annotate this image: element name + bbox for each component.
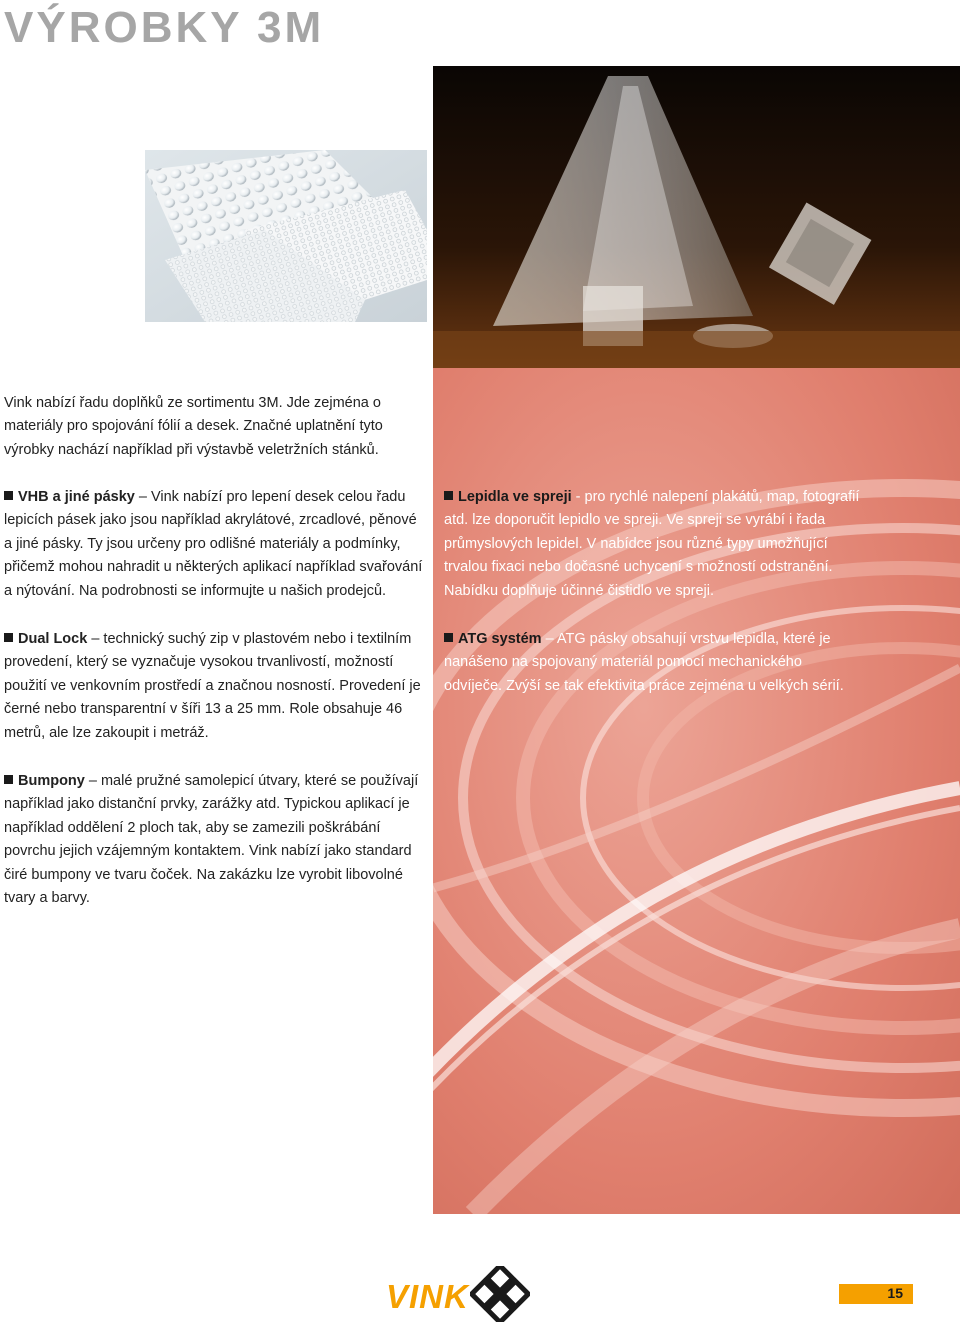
intro-paragraph (4, 392, 424, 462)
section-duallock (4, 628, 428, 745)
section-text: – malé pružné samolepicí útvary, které se používají například jako distanční prvky, zarážky atd. Typickou aplikací je například oddělení 2 ploch tak, aby se zamezili poškrábání povrchu jejich vzájemným kontaktem. Vink nabízí jako standard čiré bumpony ve tvaru čoček. Na zakázku lze vyrobit libovolné tvary a barvy. (4, 773, 419, 907)
page-title: VÝROBKY 3M (4, 3, 325, 52)
vink-diamond-logo-icon (470, 1266, 530, 1322)
section-lead: Bumpony (18, 773, 85, 789)
section-lead: ATG systém (458, 631, 542, 647)
section-vhb (4, 486, 428, 603)
bullet-square-icon (444, 633, 453, 642)
section-text: - pro rychlé nalepení plakátů, map, fotografií atd. lze doporučit lepidlo ve spreji. Ve spreji se vyrábí i řada průmyslových lepidel. V nabídce jsou různé typy umožňující trvalou fixaci nebo dočasné uchycení s možností odstranění. Nabídku doplňuje účinné čistidlo ve spreji. (444, 489, 860, 599)
logo-text: VINK (386, 1278, 469, 1315)
bullet-square-icon (4, 775, 13, 784)
bullet-square-icon (4, 633, 13, 642)
section-lead: VHB a jiné pásky (18, 489, 135, 505)
section-text: – Vink nabízí pro lepení desek celou řadu lepicích pásek jako jsou například akrylátové, zrcadlové, pěnové a jiné pásky. Ty jsou určeny pro odlišné materiály a podmínky, přičemž mohou nahradit u některých aplikací například svařování a nýtování. Na podrobnosti se informujte u našich prodejců. (4, 489, 423, 599)
section-bumpony (4, 770, 428, 910)
section-lead: Lepidla ve spreji (458, 489, 572, 505)
acrylic-display-photo (433, 66, 960, 368)
bullet-square-icon (444, 491, 453, 500)
bumpons-photo (145, 150, 427, 322)
page-number: 15 (887, 1285, 903, 1301)
section-lepidla (444, 486, 862, 603)
section-atg (444, 628, 862, 698)
section-text: – ATG pásky obsahují vrstvu lepidla, které je nanášeno na spojovaný materiál pomocí mechanického odvíječe. Zvýší se tak efektivita práce zejména u velkých sérií. (444, 631, 844, 694)
page-number-bar (839, 1284, 913, 1304)
section-text: – technický suchý zip v plastovém nebo i textilním provedení, který se vyznačuje vysokou trvanlivostí, možností použití ve venkovním prostředí a značnou nosností. Provedení je černé nebo transparentní v šíři 13 a 25 mm. Role obsahuje 46 metrů, ale lze zakoupit i metráž. (4, 631, 421, 741)
bullet-square-icon (4, 491, 13, 500)
section-lead: Dual Lock (18, 631, 88, 647)
intro-text: Vink nabízí řadu doplňků ze sortimentu 3M. Jde zejména o materiály pro spojování fólií a desek. Značné uplatnění tyto výrobky nachází například při výstavbě veletržních stánků. (4, 395, 383, 458)
vink-logo (386, 1264, 536, 1324)
